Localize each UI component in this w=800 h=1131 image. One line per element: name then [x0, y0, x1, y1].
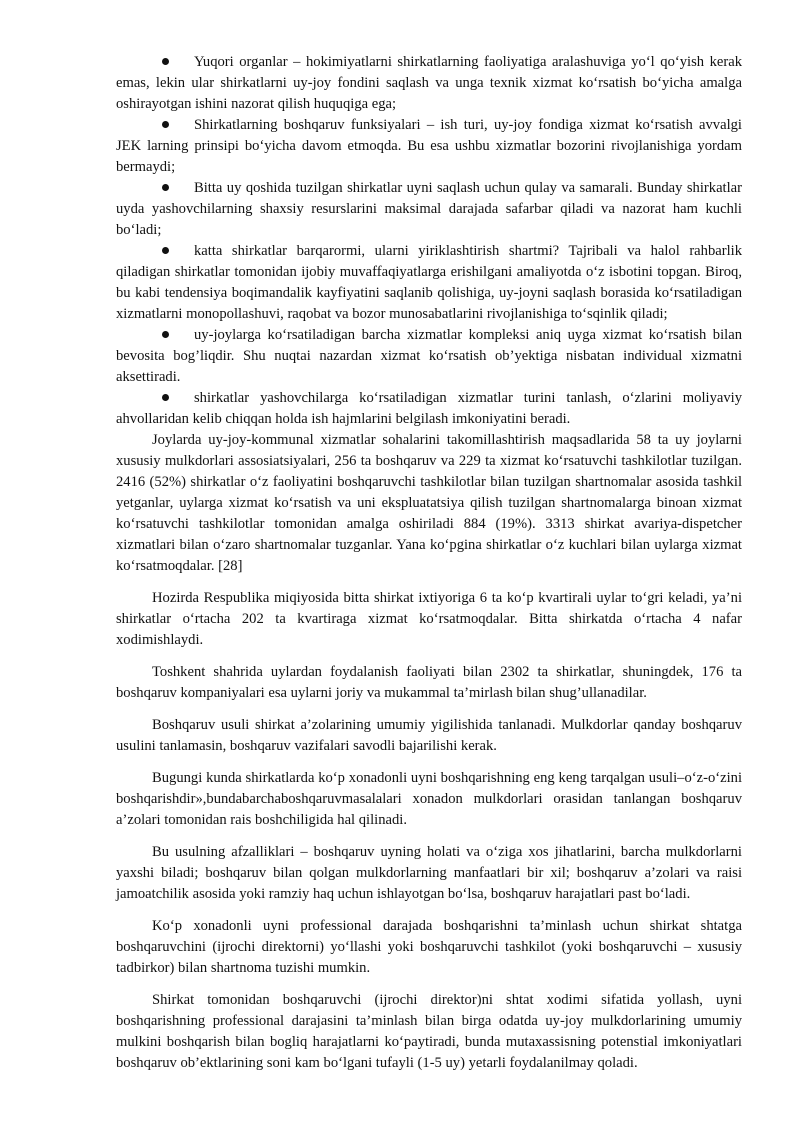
- list-item: [116, 388, 742, 430]
- bullet-dot-icon: [162, 184, 169, 191]
- list-item: [116, 52, 742, 115]
- bullet-text: uy-joylarga ko‘rsatiladigan barcha xizmatlar kompleksi aniq uyga xizmat ko‘rsatish bilan bevosita bog’liqdir. Shu nuqtai nazardan xizmat ko‘rsatish ob’yektiga nisbatan individual xizmatni aksettiradi.: [116, 327, 742, 385]
- paragraph: Bu usulning afzalliklari – boshqaruv uyning holati va o‘ziga xos jihatlarini, barcha mulkdorlarni yaxshi biladi; boshqaruv bilan qolgan mulkdorlarning manfaatlari bir xil; boshqaruv a’zolari va raisi jamoatchilik asosida yoki ramziy haq uchun ishlayotgan bo‘lsa, boshqaruv harajatlari past bo‘ladi.: [116, 844, 742, 902]
- bullet-dot-icon: [162, 58, 169, 65]
- list-item: [116, 325, 742, 388]
- paragraph: Shirkat tomonidan boshqaruvchi (ijrochi direktor)ni shtat xodimi sifatida yollash, uyni boshqarishning professional darajasini ta’minlash bilan birga odatda uy-joy mulkdorlarining umumiy mulkini boshqarish bilan bogliq harajatlarni ko‘paytiradi, bunda mutaxassisning potenstial imkoniyatlari boshqaruv ob’ektlarining soni kam bo‘lgani tufayli (1-5 uy) yetarli foydalanilmay qoladi.: [116, 992, 742, 1071]
- list-item: [116, 178, 742, 241]
- bullet-dot-icon: [162, 121, 169, 128]
- paragraph: Bugungi kunda shirkatlarda ko‘p xonadonli uyni boshqarishning eng keng tarqalgan usuli–o‘z-o‘zini boshqarishdir»,bundabarchaboshqaruvmasalalari xonadon mulkdorlari orasidan tanlangan boshqaruv a’zolari tomonidan rais boshchiligida hal qilinadi.: [116, 770, 742, 828]
- bullet-dot-icon: [162, 394, 169, 401]
- bullet-dot-icon: [162, 247, 169, 254]
- paragraph: Ko‘p xonadonli uyni professional darajada boshqarishni ta’minlash uchun shirkat shtatga boshqaruvchini (ijrochi direktorni) yo‘llashi yoki boshqaruvchi tashkilot (yoki boshqaruvchi – xususiy tadbirkor) bilan shartnoma tuzishi mumkin.: [116, 918, 742, 976]
- bullet-dot-icon: [162, 331, 169, 338]
- paragraph: Toshkent shahrida uylardan foydalanish faoliyati bilan 2302 ta shirkatlar, shuningdek, 176 ta boshqaruv kompaniyalari esa uylarni joriy va mukammal ta’mirlash bilan shug’ullanadilar.: [116, 664, 742, 701]
- list-item: [116, 241, 742, 325]
- list-item: [116, 115, 742, 178]
- bullet-text: shirkatlar yashovchilarga ko‘rsatiladigan xizmatlar turini tanlash, o‘zlarini moliyaviy ahvollaridan kelib chiqqan holda ish hajmlarini belgilash imkoniyatini beradi.: [116, 390, 742, 427]
- paragraph: Joylarda uy-joy-kommunal xizmatlar sohalarini takomillashtirish maqsadlarida 58 ta uy joylarni xususiy mulkdorlari assosiatsiyalari, 256 ta boshqaruv va 229 ta xizmat ko‘rsatuvchi tashkilotlar tuzilgan. 2416 (52%) shirkatlar o‘z faoliyatini boshqaruvchi tashkilotlar bilan tuzilgan shartnomalar asosida tashkil yetganlar, uylarga xizmat ko‘rsatish va uni ekspluatatsiya qilish tuzilgan shartnomalarga binoan xizmat ko‘rsatuvchi tashkilotlar tomonidan amalga oshiriladi 884 (19%). 3313 shirkat avariya-dispetcher xizmatlari bilan o‘zaro shartnomalar tuzganlar. Yana ko‘pgina shirkatlar o‘z kuchlari bilan uylarga xizmat ko‘rsatmoqdalar. [28]: [116, 432, 742, 574]
- bullet-list: [116, 52, 742, 430]
- bullet-text: Yuqori organlar – hokimiyatlarni shirkatlarning faoliyatiga aralashuviga yo‘l qo‘yish kerak emas, lekin ular shirkatlarni uy-joy fondini saqlash va unga texnik xizmat ko‘rsatish bo‘yicha amalga oshirayotgan ishini nazorat qilish huquqiga ega;: [116, 54, 742, 112]
- document-page: [116, 52, 742, 1074]
- paragraph: Boshqaruv usuli shirkat a’zolarining umumiy yigilishida tanlanadi. Mulkdorlar qanday boshqaruv usulini tanlamasin, boshqaruv vazifalari savodli bajarilishi kerak.: [116, 717, 742, 754]
- paragraph: Hozirda Respublika miqiyosida bitta shirkat ixtiyoriga 6 ta ko‘p kvartirali uylar to‘gri keladi, ya’ni shirkatlar o‘rtacha 202 ta kvartiraga xizmat ko‘rsatmoqdalar. Bitta shirkatda o‘rtacha 4 nafar xodimishlaydi.: [116, 590, 742, 648]
- bullet-text: Shirkatlarning boshqaruv funksiyalari – ish turi, uy-joy fondiga xizmat ko‘rsatish avvalgi JEK larning prinsipi bo‘yicha davom etmoqda. Bu esa ushbu xizmatlar bozorini rivojlanishiga yordam bermaydi;: [116, 117, 742, 175]
- bullet-text: Bitta uy qoshida tuzilgan shirkatlar uyni saqlash uchun qulay va samarali. Bunday shirkatlar uyda yashovchilarning shaxsiy resurslarini maksimal darajada safarbar qiladi va nazorat ham kuchli bo‘ladi;: [116, 180, 742, 238]
- bullet-text: katta shirkatlar barqarormi, ularni yiriklashtirish shartmi? Tajribali va halol rahbarlik qiladigan shirkatlar tomonidan ijobiy muvaffaqiyatlarga erishilgani amaliyotda o‘z isbotini topgan. Biroq, bu kabi tendensiya boqimandalik kayfiyatini saqlanib qolishiga, uy-joyni saqlash borasida ko‘rsatiladigan xizmatlarni monopollashuvi, raqobat va bozor munosabatlarini rivojlanishiga to‘sqinlik qiladi;: [116, 243, 742, 322]
